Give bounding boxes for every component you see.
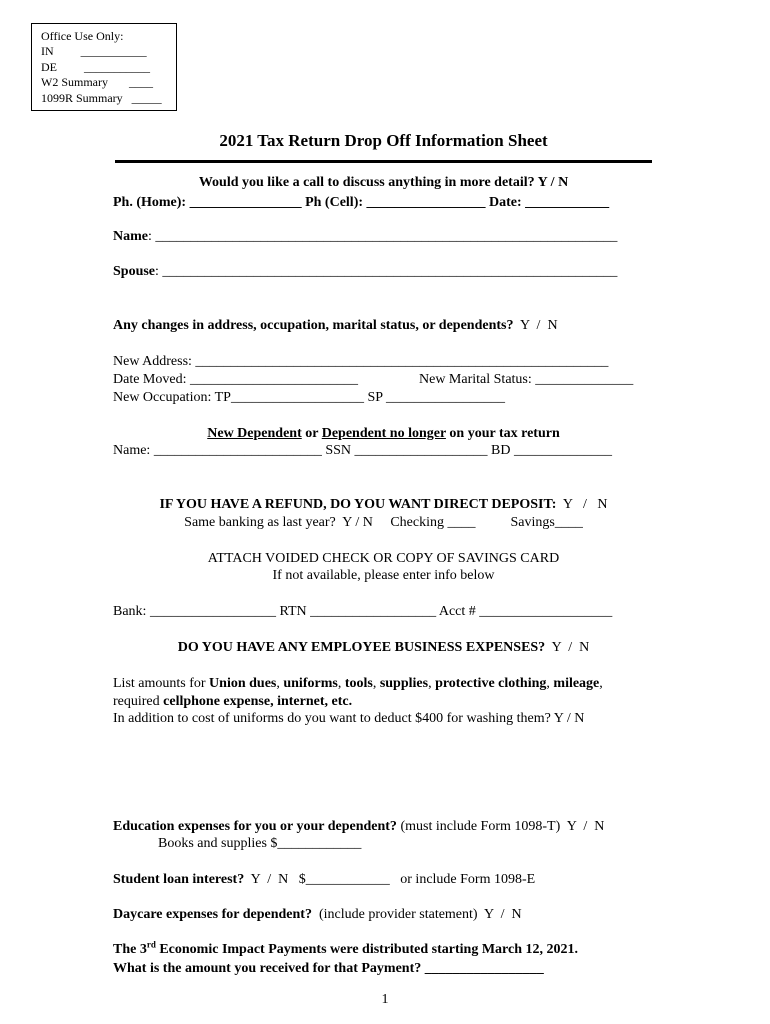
banking-line[interactable]: Same banking as last year? Y / N Checking ____ Savings____: [184, 515, 583, 530]
dependent-line[interactable]: Name: ________________________ SSN ___________________ BD ______________: [113, 443, 612, 458]
eip-line1: [113, 939, 579, 958]
cellphone-expense-text: cellphone expense, internet, etc.: [163, 694, 353, 709]
dependent-no-longer-text: Dependent no longer: [321, 426, 446, 441]
office-use-box: [31, 23, 177, 111]
uniform-washing-question[interactable]: In addition to cost of uniforms do you want to deduct $400 for washing them? Y / N: [113, 711, 585, 726]
eip-superscript: rd: [146, 939, 156, 950]
eip-amount-question[interactable]: What is the amount you received for that Payment? _________________: [113, 961, 544, 976]
bank-line[interactable]: Bank: __________________ RTN __________________ Acct # ___________________: [113, 604, 613, 619]
daycare-answer[interactable]: (include provider statement) Y / N: [311, 907, 522, 922]
eip-line1-start: The 3: [113, 942, 147, 957]
call-question: Would you like a call to discuss anything in more detail? Y / N: [198, 175, 569, 190]
student-loan-question-text: Student loan interest?: [113, 872, 245, 887]
name-label: Name: [113, 229, 148, 244]
name-field[interactable]: [113, 229, 617, 245]
tools-text: tools: [344, 676, 373, 691]
new-dependent-text: New Dependent: [207, 426, 302, 441]
spouse-blank[interactable]: : _________________________________________________________________: [155, 264, 618, 279]
refund-yn[interactable]: Y / N: [556, 497, 608, 512]
title-rule: [115, 160, 652, 163]
changes-question: [113, 318, 558, 334]
office-use-heading: Office Use Only:: [41, 29, 124, 43]
not-available-line: If not available, please enter info below: [272, 568, 495, 583]
daycare-question-text: Daycare expenses for dependent?: [113, 907, 312, 922]
mileage-text: mileage: [553, 676, 600, 691]
dependent-heading: [115, 426, 652, 442]
refund-question: [115, 497, 652, 513]
changes-yn[interactable]: Y / N: [513, 318, 558, 333]
employee-question: [115, 640, 652, 656]
union-dues-text: Union dues: [209, 676, 277, 691]
phone-line[interactable]: Ph. (Home): ________________ Ph (Cell): _________________ Date: ____________: [113, 195, 610, 210]
sep-1: ,: [276, 676, 284, 691]
sep-3: ,: [372, 676, 380, 691]
supplies-text: supplies: [379, 676, 429, 691]
office-w2-line: W2 Summary ____: [41, 75, 153, 89]
new-occupation-field[interactable]: New Occupation: TP___________________ SP _________________: [113, 390, 505, 405]
dependent-heading-or: or: [301, 426, 322, 441]
new-address-field[interactable]: New Address: ___________________________________________________________: [113, 354, 609, 369]
sep-5: ,: [546, 676, 554, 691]
sep-2: ,: [337, 676, 345, 691]
sep-4: ,: [428, 676, 436, 691]
list-amounts-line1: [113, 676, 603, 692]
student-loan-answer[interactable]: Y / N $____________ or include Form 1098-E: [244, 872, 536, 887]
protective-clothing-text: protective clothing: [435, 676, 547, 691]
daycare-question: [113, 907, 522, 923]
name-blank[interactable]: : __________________________________________________________________: [148, 229, 618, 244]
office-1099r-line: 1099R Summary _____: [41, 91, 162, 105]
eip-line1-end: Economic Impact Payments were distributed starting March 12, 2021.: [155, 942, 579, 957]
books-supplies-line[interactable]: Books and supplies $____________: [158, 836, 362, 851]
date-moved-field[interactable]: Date Moved: ________________________: [113, 372, 358, 387]
new-marital-status-field[interactable]: New Marital Status: ______________: [419, 372, 634, 387]
refund-question-text: IF YOU HAVE A REFUND, DO YOU WANT DIRECT DEPOSIT:: [159, 497, 557, 512]
office-in-line: IN ___________: [41, 44, 147, 58]
sep-6: ,: [599, 676, 603, 691]
changes-question-text: Any changes in address, occupation, marital status, or dependents?: [113, 318, 514, 333]
page-number: 1: [381, 992, 389, 1007]
employee-yn[interactable]: Y / N: [545, 640, 590, 655]
attach-line: ATTACH VOIDED CHECK OR COPY OF SAVINGS CARD: [207, 551, 560, 566]
page-title: 2021 Tax Return Drop Off Information Sheet: [219, 131, 548, 150]
education-question: [113, 819, 604, 835]
employee-question-text: DO YOU HAVE ANY EMPLOYEE BUSINESS EXPENSES?: [177, 640, 546, 655]
education-note[interactable]: (must include Form 1098-T) Y / N: [396, 819, 605, 834]
dependent-heading-tail: on your tax return: [445, 426, 560, 441]
list-amounts-line2: [113, 694, 352, 710]
required-text: required: [113, 694, 164, 709]
list-amounts-intro: List amounts for: [113, 676, 210, 691]
spouse-field[interactable]: [113, 264, 617, 280]
spouse-label: Spouse: [113, 264, 156, 279]
office-de-line: DE ___________: [41, 60, 150, 74]
uniforms-text: uniforms: [283, 676, 338, 691]
education-question-text: Education expenses for you or your dependent?: [113, 819, 397, 834]
student-loan-question: [113, 872, 535, 888]
